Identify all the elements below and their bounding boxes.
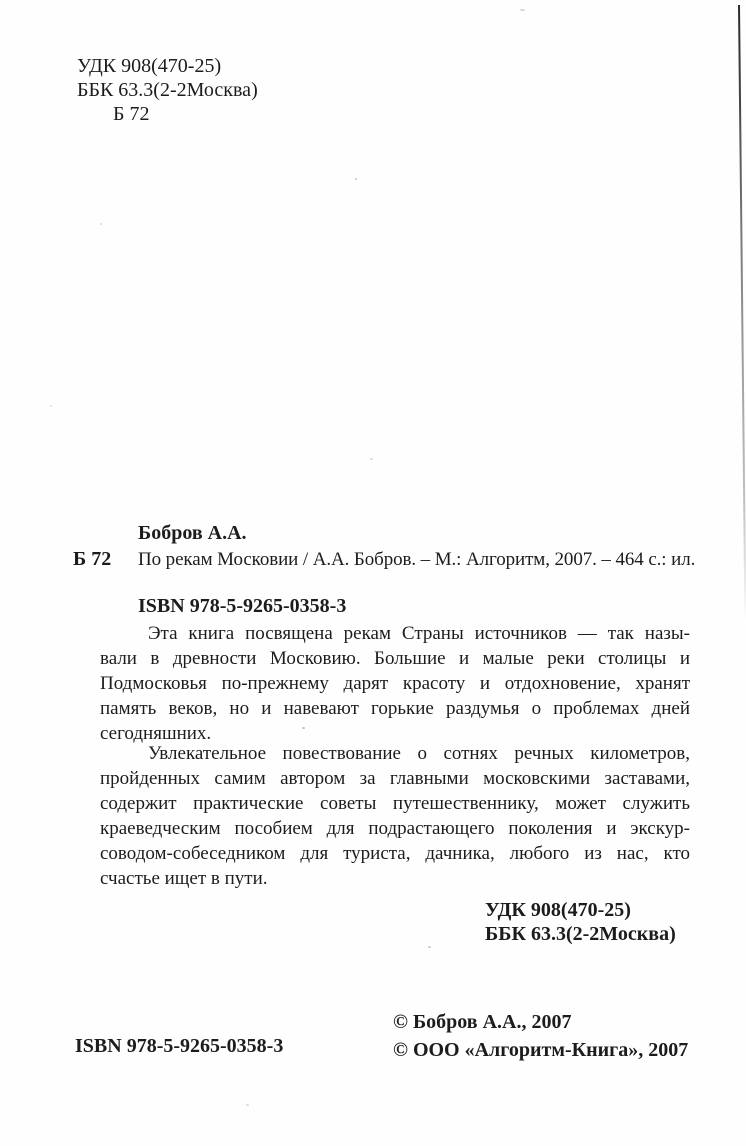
annotation-line: сегодняшних. [100,723,212,744]
annotation-paragraph-2 [100,741,690,891]
annotation-line: пройденных самим автором за главными московскими заставами, [100,768,690,789]
scan-speck [428,946,431,948]
annotation-paragraph-1 [100,621,690,746]
bbk-code-bottom: ББК 63.3(2-2Москва) [485,923,676,945]
scan-speck [370,458,373,460]
bbk-code: ББК 63.3(2-2Москва) [77,79,258,101]
udk-code: УДК 908(470-25) [77,55,222,77]
annotation-line: краеведческим пособием для подрастающего поколения и экскур- [100,818,690,839]
annotation-line: соводом-собеседником для туриста, дачника, любого из нас, кто [100,843,690,864]
copyright-author: © Бобров А.А., 2007 [393,1011,572,1033]
annotation-line: Эта книга посвящена рекам Страны источников — так назы- [148,623,690,644]
scan-speck [246,1104,249,1106]
top-codes-block [77,54,258,126]
isbn-heading: ISBN 978-5-9265-0358-3 [138,595,347,617]
catalog-index: Б 72 [73,548,112,570]
footer-isbn: ISBN 978-5-9265-0358-3 [75,1035,284,1057]
scan-speck [302,727,305,729]
copyright-block [393,1008,688,1064]
author-heading: Бобров А.А. [138,522,247,544]
annotation-line: содержит практические советы путешественнику, может служить [100,793,690,814]
annotation-line: Увлекательное повествование о сотнях речных километров, [148,743,690,764]
bibliographic-reference: По рекам Московии / А.А. Бобров. – М.: Алгоритм, 2007. – 464 с.: ил. [138,549,696,570]
scan-edge-line-artifact [738,5,746,620]
annotation-line: вали в древности Московию. Большие и малые реки столицы и [100,648,690,669]
udk-code-bottom: УДК 908(470-25) [485,899,631,921]
bottom-codes-block [485,898,676,946]
scan-speck [355,178,357,180]
annotation-line: счастье ищет в пути. [100,868,268,889]
copyright-publisher: © ООО «Алгоритм-Книга», 2007 [393,1039,689,1061]
author-index-code: Б 72 [113,103,150,125]
annotation-line: Подмосковья по-прежнему дарят красоту и отдохновение, хранят [100,673,690,694]
scan-speck [100,223,102,225]
scan-speck [50,405,52,407]
annotation-line: память веков, но и навевают горькие раздумья о проблемах дней [100,698,690,719]
scan-speck [520,9,525,11]
